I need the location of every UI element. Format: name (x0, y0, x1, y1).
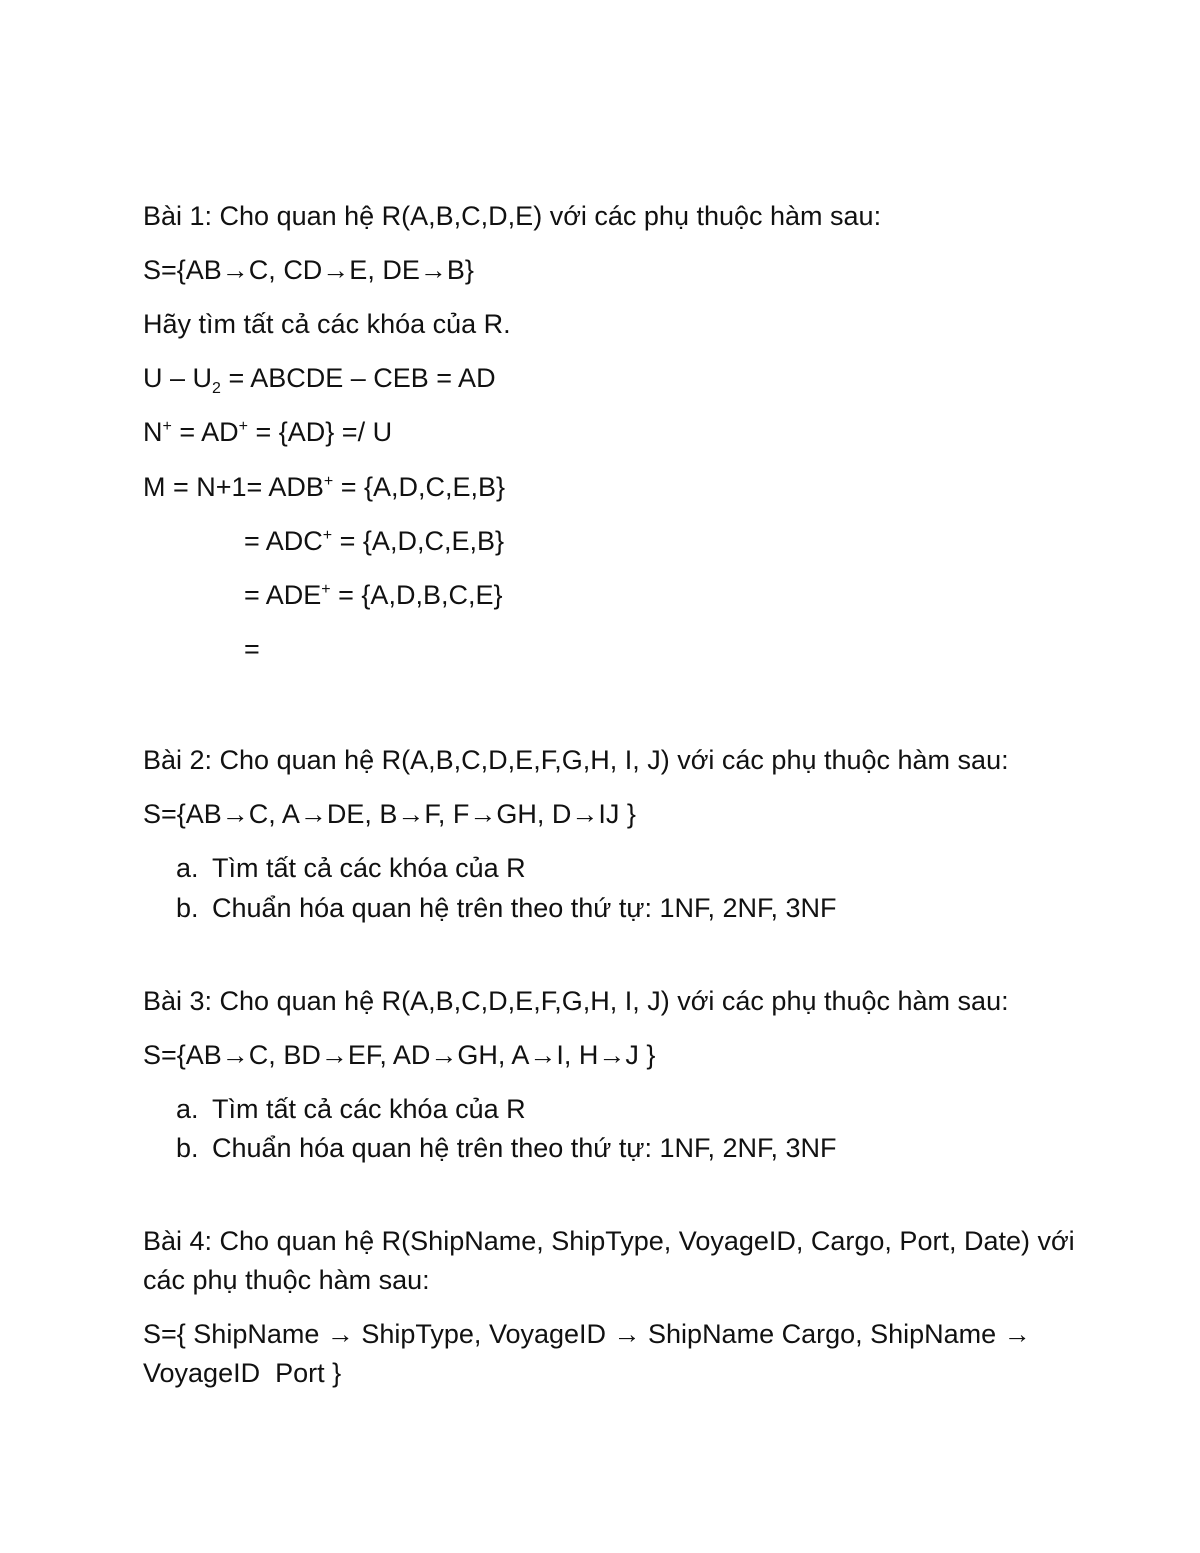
list-marker: b. (176, 893, 199, 923)
bai1-step5 (244, 578, 502, 612)
step4-sup: + (322, 527, 333, 544)
bai4-title-line2: các phụ thuộc hàm sau: (143, 1265, 430, 1295)
bai1-step4 (244, 524, 504, 558)
bai3-item-b (176, 1131, 837, 1165)
bai3-item-a (176, 1092, 526, 1126)
bai1-fds: S={AB→C, CD→E, DE→B} (143, 255, 474, 285)
bai2-title: Bài 2: Cho quan hệ R(A,B,C,D,E,F,G,H, I, J) với các phụ thuộc hàm sau: (143, 745, 1009, 775)
list-marker: b. (176, 1133, 199, 1163)
step1-post: = ABCDE – CEB = AD (220, 363, 496, 393)
bai4-fds-line1: S={ ShipName → ShipType, VoyageID → ShipName Cargo, ShipName → (143, 1319, 1031, 1349)
bai1-title: Bài 1: Cho quan hệ R(A,B,C,D,E) với các phụ thuộc hàm sau: (143, 201, 882, 231)
step2-b: = AD (171, 417, 239, 447)
bai2-item-b (176, 891, 837, 925)
bai1-step3 (143, 470, 505, 504)
bai1-step6: = (244, 634, 260, 664)
bai1-question: Hãy tìm tất cả các khóa của R. (143, 309, 511, 339)
step2-sup2: + (238, 418, 248, 435)
step5-a: = ADE (244, 580, 322, 610)
step4-b: = {A,D,C,E,B} (332, 526, 504, 556)
list-marker: a. (176, 853, 199, 883)
list-text: Chuẩn hóa quan hệ trên theo thứ tự: 1NF, 2NF, 3NF (212, 893, 837, 923)
bai1-step1 (143, 361, 496, 395)
list-text: Tìm tất cả các khóa của R (212, 1094, 526, 1124)
bai3-fds: S={AB→C, BD→EF, AD→GH, A→I, H→J } (143, 1040, 656, 1070)
step2-a: N (143, 417, 163, 447)
bai2-item-a (176, 851, 526, 885)
bai2-fds: S={AB→C, A→DE, B→F, F→GH, D→IJ } (143, 799, 636, 829)
bai1-step2 (143, 415, 392, 449)
list-text: Tìm tất cả các khóa của R (212, 853, 526, 883)
step2-sup1: + (162, 418, 172, 435)
step3-b: = {A,D,C,E,B} (333, 472, 506, 502)
step5-b: = {A,D,B,C,E} (330, 580, 503, 610)
step5-sup: + (321, 581, 331, 598)
bai4-title-line1: Bài 4: Cho quan hệ R(ShipName, ShipType, VoyageID, Cargo, Port, Date) với (143, 1226, 1075, 1256)
list-marker: a. (176, 1094, 199, 1124)
step3-sup: + (323, 473, 334, 490)
step4-a: = ADC (244, 526, 323, 556)
step1-sub: 2 (212, 380, 221, 397)
step3-a: M = N+1= ADB (143, 472, 324, 502)
list-text: Chuẩn hóa quan hệ trên theo thứ tự: 1NF, 2NF, 3NF (212, 1133, 837, 1163)
bai3-title: Bài 3: Cho quan hệ R(A,B,C,D,E,F,G,H, I, J) với các phụ thuộc hàm sau: (143, 986, 1009, 1016)
step2-c: = {AD} =/ U (247, 417, 393, 447)
step1-pre: U – U (143, 363, 213, 393)
bai4-fds-line2: VoyageID Port } (143, 1358, 342, 1388)
